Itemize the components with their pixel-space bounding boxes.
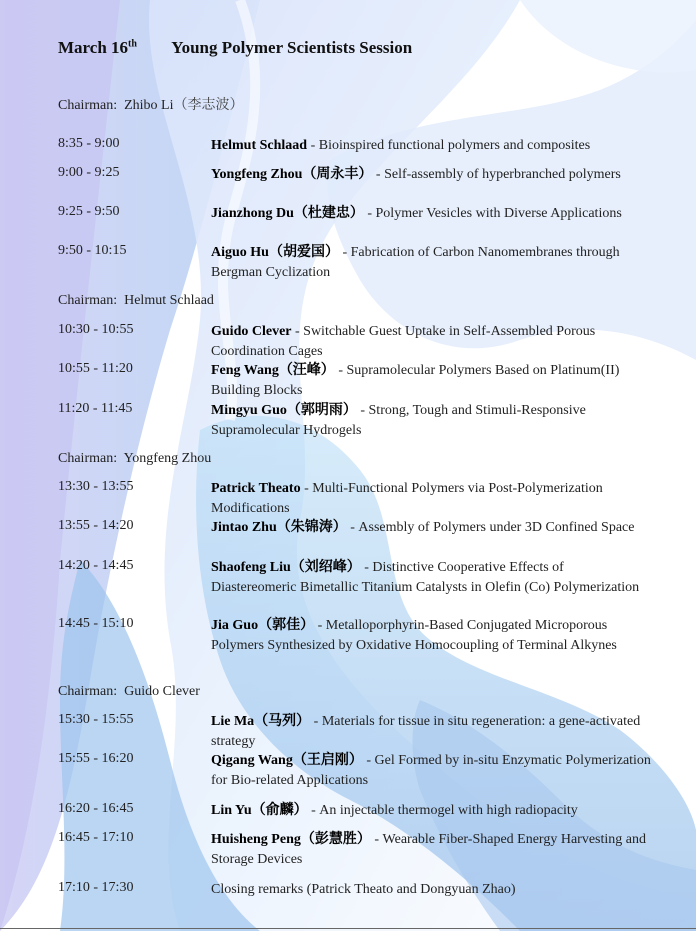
talk-entry — [211, 401, 651, 440]
speaker-name: Yongfeng Zhou — [211, 167, 303, 182]
talk-title: - An injectable thermogel with high radiopacity — [307, 803, 578, 818]
time-slot: 15:30 - 15:55 — [58, 712, 134, 727]
speaker-name: Lin Yu — [211, 803, 252, 818]
time-slot: 11:20 - 11:45 — [58, 401, 133, 416]
speaker-name: Qigang Wang — [211, 753, 293, 768]
session-title: Young Polymer Scientists Session — [171, 38, 413, 57]
talk-entry — [211, 751, 651, 790]
speaker-name: Jia Guo — [211, 618, 259, 633]
talk-entry — [211, 204, 651, 224]
talk-title: - Strong, Tough and Stimuli-Responsive Supramolecular Hydrogels — [211, 403, 586, 438]
talk-entry — [211, 165, 651, 185]
speaker-name: Mingyu Guo — [211, 403, 287, 418]
chairman-label: Chairman: — [58, 684, 118, 699]
talk-entry — [211, 518, 651, 538]
talk-entry — [211, 830, 651, 869]
time-slot: 9:00 - 9:25 — [58, 165, 120, 180]
time-slot: 10:55 - 11:20 — [58, 361, 133, 376]
chairman-name: Helmut Schlaad — [124, 293, 214, 308]
speaker-chinese-name: （周永丰） — [302, 167, 373, 182]
time-slot: 8:35 - 9:00 — [58, 136, 120, 151]
chairman-name: Zhibo Li — [124, 98, 174, 113]
speaker-chinese-name: （俞麟） — [251, 803, 308, 818]
speaker-name: Huisheng Peng — [211, 832, 301, 847]
time-slot: 17:10 - 17:30 — [58, 880, 134, 895]
time-slot: 13:30 - 13:55 — [58, 479, 134, 494]
speaker-chinese-name: （杜建忠） — [293, 206, 364, 221]
chairman-label: Chairman: — [58, 293, 118, 308]
speaker-chinese-name: （胡爱国） — [268, 245, 339, 260]
speaker-chinese-name: （朱锦涛） — [276, 520, 347, 535]
talk-title: - Polymer Vesicles with Diverse Applications — [363, 206, 622, 221]
talk-title: - Switchable Guest Uptake in Self-Assembled Porous Coordination Cages — [211, 324, 596, 359]
speaker-chinese-name: （郭佳） — [258, 618, 315, 633]
speaker-name: Feng Wang — [211, 363, 279, 378]
speaker-name: Jintao Zhu — [211, 520, 277, 535]
talk-entry — [211, 558, 651, 597]
speaker-name: Jianzhong Du — [211, 206, 294, 221]
speaker-name: Aiguo Hu — [211, 245, 269, 260]
time-slot: 15:55 - 16:20 — [58, 751, 134, 766]
closing-remarks: Closing remarks (Patrick Theato and Dongyuan Zhao) — [211, 882, 516, 897]
speaker-name: Guido Clever — [211, 324, 292, 339]
time-slot: 16:45 - 17:10 — [58, 830, 134, 845]
talk-title: - Assembly of Polymers under 3D Confined Space — [346, 520, 635, 535]
chairman-line — [58, 451, 211, 467]
chairman-line — [58, 684, 200, 700]
chairman-chinese-name: （李志波） — [173, 98, 244, 113]
session-date: March 16 — [58, 38, 129, 57]
talk-entry — [211, 361, 651, 400]
time-slot: 14:45 - 15:10 — [58, 616, 134, 631]
time-slot: 13:55 - 14:20 — [58, 518, 134, 533]
speaker-chinese-name: （郭明雨） — [286, 403, 357, 418]
talk-entry — [211, 616, 651, 655]
chairman-label: Chairman: — [58, 98, 118, 113]
speaker-chinese-name: （王启刚） — [292, 753, 363, 768]
chairman-name: Yongfeng Zhou — [123, 451, 212, 466]
speaker-name: Shaofeng Liu — [211, 560, 291, 575]
talk-title: - Wearable Fiber-Shaped Energy Harvesting and Storage Devices — [211, 832, 646, 867]
talk-title: - Multi-Functional Polymers via Post-Polymerization Modifications — [211, 481, 603, 516]
time-slot: 16:20 - 16:45 — [58, 801, 134, 816]
talk-title: - Metalloporphyrin-Based Conjugated Microporous Polymers Synthesized by Oxidative Homocoupling of Terminal Alkynes — [211, 618, 617, 653]
speaker-chinese-name: （刘绍峰） — [290, 560, 361, 575]
time-slot: 10:30 - 10:55 — [58, 322, 134, 337]
talk-entry — [211, 712, 651, 751]
talk-entry — [211, 322, 651, 361]
talk-title: - Gel Formed by in-situ Enzymatic Polymerization for Bio-related Applications — [211, 753, 651, 788]
time-slot: 9:50 - 10:15 — [58, 243, 127, 258]
talk-entry — [211, 801, 651, 821]
chairman-name: Guido Clever — [124, 684, 200, 699]
session-heading — [58, 38, 412, 58]
page-bottom-rule — [0, 928, 696, 929]
talk-entry — [211, 479, 651, 518]
talk-title: - Supramolecular Polymers Based on Platinum(II) Building Blocks — [211, 363, 620, 398]
chairman-line — [58, 293, 214, 309]
talk-title: - Self-assembly of hyperbranched polymers — [372, 167, 621, 182]
talk-title: - Fabrication of Carbon Nanomembranes through Bergman Cyclization — [211, 245, 620, 280]
session-date-suffix: th — [128, 38, 137, 50]
speaker-name: Patrick Theato — [211, 481, 301, 496]
talk-title: - Distinctive Cooperative Effects of Diastereomeric Bimetallic Titanium Catalysts in Olefin (Co) Polymerization — [211, 560, 640, 595]
chairman-label: Chairman: — [58, 451, 118, 466]
speaker-chinese-name: （马列） — [254, 714, 311, 729]
speaker-chinese-name: （彭慧胜） — [300, 832, 371, 847]
chairman-line — [58, 94, 244, 114]
talk-title: - Materials for tissue in situ regeneration: a gene-activated strategy — [211, 714, 641, 749]
talk-entry — [211, 243, 651, 282]
talk-entry — [211, 136, 651, 156]
speaker-name: Helmut Schlaad — [211, 138, 308, 153]
time-slot: 14:20 - 14:45 — [58, 558, 134, 573]
speaker-chinese-name: （汪峰） — [278, 363, 335, 378]
time-slot: 9:25 - 9:50 — [58, 204, 120, 219]
talk-title: - Bioinspired functional polymers and composites — [307, 138, 591, 153]
speaker-name: Lie Ma — [211, 714, 255, 729]
